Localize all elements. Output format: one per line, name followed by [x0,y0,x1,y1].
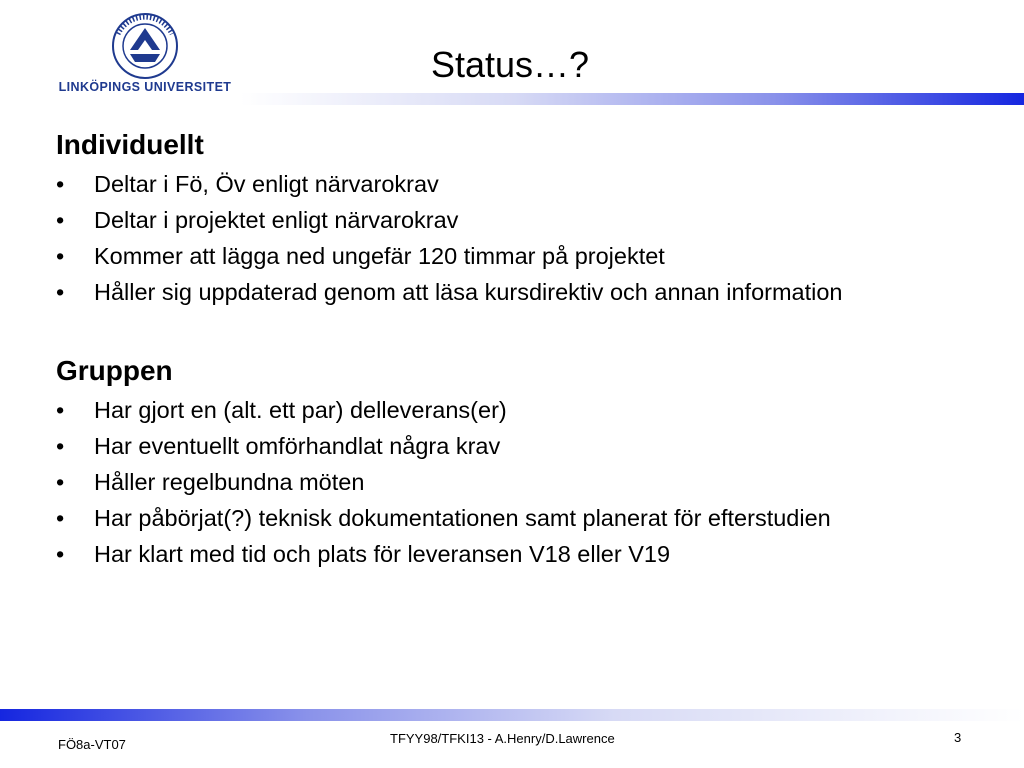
bullet-icon: • [56,397,65,423]
list-item-text: Håller regelbundna möten [94,469,365,495]
list-item-text: Har gjort en (alt. ett par) delleverans(er) [94,397,507,423]
list-item-text: Har eventuellt omförhandlat några krav [94,433,501,459]
list-item-text: Har påbörjat(?) teknisk dokumentationen samt planerat för efterstudien [94,505,831,531]
bullet-icon: • [56,207,65,233]
list-item [56,242,976,271]
list-item [56,206,976,235]
university-logo [50,12,240,94]
list-item [56,396,976,425]
section-heading-individuellt: Individuellt [56,129,204,160]
bullet-icon: • [56,469,65,495]
list-item [56,170,976,199]
university-seal-icon [108,12,182,80]
list-item [56,278,976,307]
list-item-text: Deltar i Fö, Öv enligt närvarokrav [94,171,439,197]
slide-title: Status…? [430,44,590,85]
footer-gradient-bar [0,709,1024,721]
university-name: LINKÖPINGS UNIVERSITET [58,80,232,94]
bullet-icon: • [56,171,65,197]
bullet-icon: • [56,505,65,531]
section-heading-gruppen: Gruppen [56,355,173,386]
bullet-list-gruppen [56,396,976,569]
slide-content [56,126,976,576]
list-item [56,504,976,533]
list-item-text: Har klart med tid och plats för leveransen V18 eller V19 [94,541,671,567]
list-item [56,432,976,461]
bullet-icon: • [56,243,65,269]
bullet-icon: • [56,433,65,459]
list-item-text: Håller sig uppdaterad genom att läsa kursdirektiv och annan information [94,279,843,305]
bullet-icon: • [56,541,65,567]
bullet-list-individuellt [56,170,976,307]
footer-course-authors: TFYY98/TFKI13 - A.Henry/D.Lawrence [390,731,615,746]
footer-lecture-id: FÖ8a-VT07 [58,737,126,752]
list-item-text: Deltar i projektet enligt närvarokrav [94,207,459,233]
header-gradient-bar [240,93,1024,105]
bullet-icon: • [56,279,65,305]
list-item [56,540,976,569]
slide-page-number: 3 [954,730,962,745]
list-item-text: Kommer att lägga ned ungefär 120 timmar på projektet [94,243,665,269]
list-item [56,468,976,497]
